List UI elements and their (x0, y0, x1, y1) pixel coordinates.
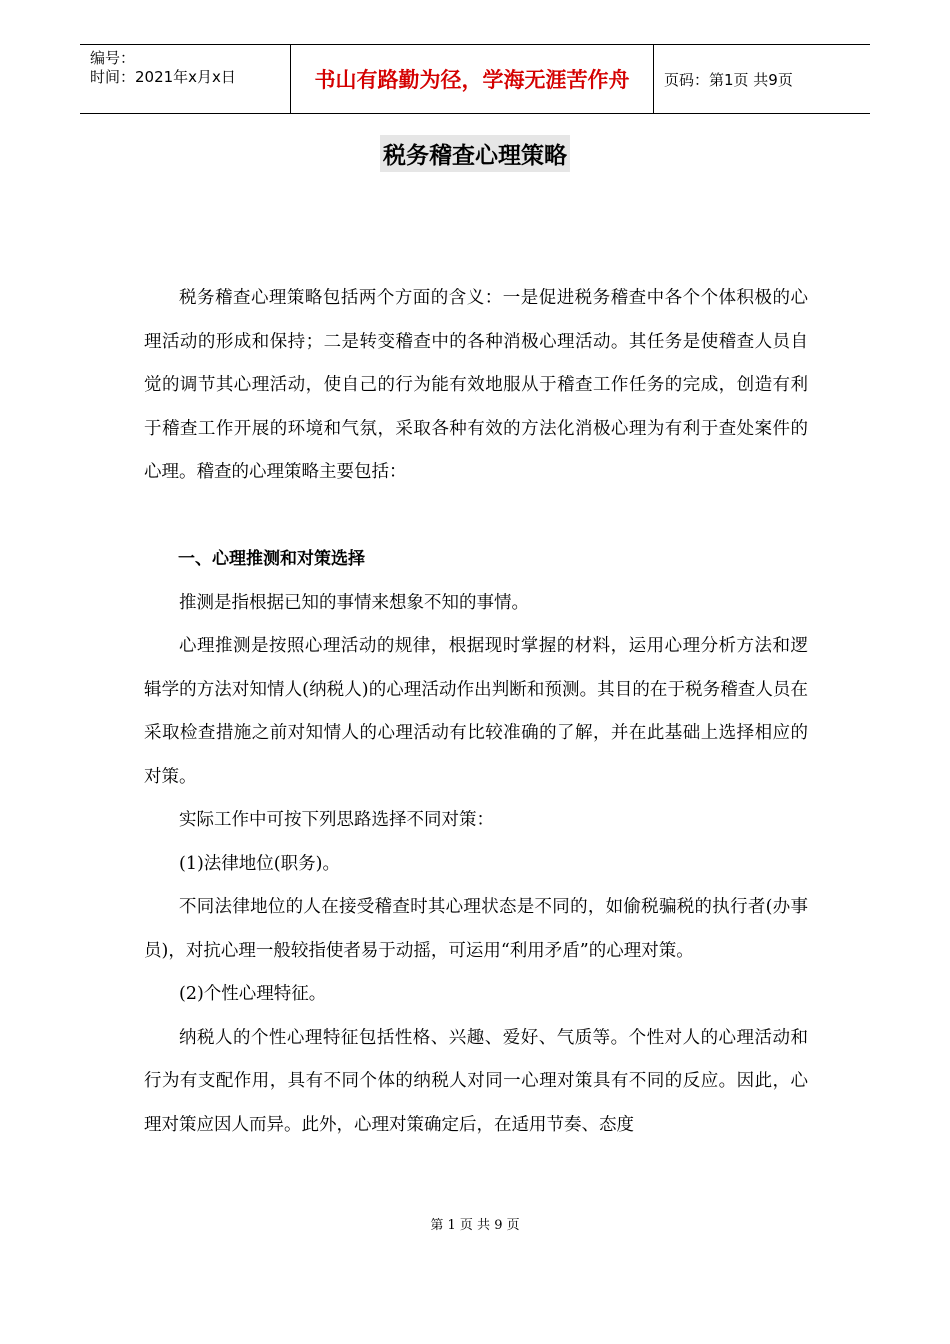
number-label: 编号： (90, 49, 136, 67)
document-title: 税务稽查心理策略 (380, 135, 570, 172)
section-heading: 一、心理推测和对策选择 (178, 549, 365, 569)
page-header (80, 44, 870, 114)
header-page-info: 页码：第1页 共9页 (664, 70, 793, 89)
paragraph: 实际工作中可按下列思路选择不同对策： (179, 810, 494, 830)
document-body (144, 277, 808, 1147)
paragraph: (2)个性心理特征。 (179, 984, 327, 1004)
paragraph: 不同法律地位的人在接受稽查时其心理状态是不同的，如偷税骗税的执行者(办事员)，对抗心理一般较指使者易于动摇，可运用“利用矛盾”的心理对策。 (144, 897, 808, 961)
paragraph: 推测是指根据已知的事情来想象不知的事情。 (179, 592, 529, 613)
header-divider (653, 45, 654, 113)
time-label: 时间：2021年x月x日 (90, 68, 236, 86)
header-motto: 书山有路勤为径，学海无涯苦作舟 (314, 68, 630, 92)
page-footer: 第 1 页 共 9 页 (430, 1218, 520, 1233)
doc-meta (90, 49, 290, 87)
paragraph: 税务稽查心理策略包括两个方面的含义：一是促进税务稽查中各个个体积极的心理活动的形成和保持；二是转变稽查中的各种消极心理活动。其任务是使稽查人员自觉的调节其心理活动，使自己的行为能有效地服从于稽查工作任务的完成，创造有利于稽查工作开展的环境和气氛，采取各种有效的方法化消极心理为有利于查处案件的心理。稽查的心理策略主要包括： (144, 288, 808, 482)
paragraph: 心理推测是按照心理活动的规律，根据现时掌握的材料，运用心理分析方法和逻辑学的方法对知情人(纳税人)的心理活动作出判断和预测。其目的在于税务稽查人员在采取检查措施之前对知情人的心理活动有比较准确的了解，并在此基础上选择相应的对策。 (144, 636, 808, 787)
document-title-wrap (0, 135, 950, 172)
paragraph: 纳税人的个性心理特征包括性格、兴趣、爱好、气质等。个性对人的心理活动和行为有支配作用，具有不同个体的纳税人对同一心理对策具有不同的反应。因此，心理对策应因人而异。此外，心理对策确定后，在适用节奏、态度 (144, 1027, 808, 1135)
paragraph: (1)法律地位(职务)。 (179, 853, 340, 874)
